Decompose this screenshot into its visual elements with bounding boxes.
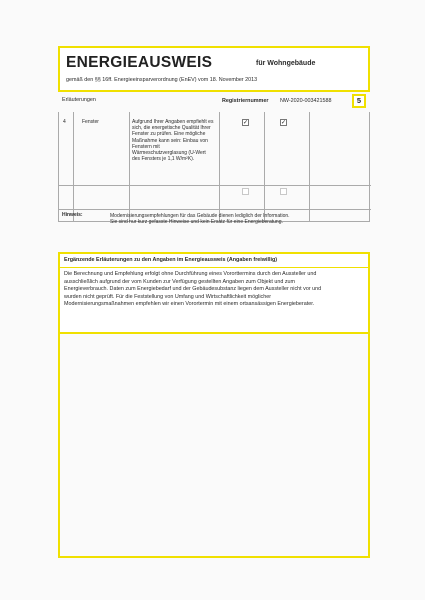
checkbox-checked-2[interactable]: ✓ bbox=[281, 120, 287, 126]
supplement-line-3: Energieverbrauch. Daten zum Energiebedarf und der Gebäudesubstanz liegen dem Aussteller nicht vor und bbox=[64, 286, 322, 293]
row-number: 4 bbox=[63, 119, 66, 125]
document-title: ENERGIEAUSWEIS bbox=[66, 54, 213, 71]
supplement-box bbox=[58, 252, 370, 334]
hinweis-line-2: Sie sind nur kurz gefasste Hinweise und kein Ersatz für eine Energieberatung. bbox=[110, 219, 283, 225]
registration-label: Registriernummer bbox=[222, 98, 269, 104]
regulation-date: 18. November 2013 bbox=[209, 77, 258, 83]
regulation-prefix: gemäß den §§ 16ff. Energieeinsparverordnung (EnEV) vom bbox=[66, 77, 209, 83]
checkbox-empty-2[interactable] bbox=[280, 188, 287, 195]
regulation-text bbox=[66, 77, 257, 84]
component-name: Fenster bbox=[82, 119, 99, 125]
supplement-text bbox=[64, 271, 321, 309]
registration-number: NW-2020-003421588 bbox=[280, 98, 332, 104]
checkbox-empty-1[interactable] bbox=[242, 188, 249, 195]
supplement-line-1: Die Berechnung und Empfehlung erfolgt ohne Durchführung eines Vororttermins durch den Aussteller und bbox=[64, 271, 317, 277]
hinweis-label: Hinweis: bbox=[62, 212, 83, 218]
section-label: Erläuterungen bbox=[62, 97, 96, 103]
hinweis-line-1: Modernisierungsempfehlungen für das Gebäude dienen lediglich der Information. bbox=[110, 213, 290, 219]
supplement-line-2: ausschließlich aufgrund der vom Kunden zur Verfügung gestellten Angaben zum Objekt und zum bbox=[64, 278, 296, 285]
page-number-box bbox=[352, 94, 366, 108]
document-subtitle: für Wohngebäude bbox=[256, 60, 316, 67]
supplement-heading: Ergänzende Erläuterungen zu den Angaben im Energieausweis (Angaben freiwillig) bbox=[64, 257, 278, 263]
empty-content-frame bbox=[58, 334, 370, 558]
supplement-line-4: wurden nicht geprüft. Für die Feststellung von Umfang und Wirtschaftlichkeit möglicher bbox=[64, 293, 272, 300]
supplement-line-5: Modernisierungsmaßnahmen empfehlen wir einen Vorortermin mit einem ortsansässigen Energieberater. bbox=[64, 301, 315, 308]
recommendation-table bbox=[58, 112, 370, 222]
recommendation-description: Aufgrund Ihrer Angaben empfiehlt es sich, die energetische Qualität Ihrer Fenster zu prüfen. Eine mögliche Maßnahme kann sein: Einbau von Fenstern mit Wärmeschutzverglasung (U-Wert des Fensters je 1,1 W/m²K). bbox=[132, 119, 214, 163]
page-number: 5 bbox=[356, 96, 362, 105]
header-box bbox=[58, 46, 370, 92]
checkbox-checked-1[interactable]: ✓ bbox=[243, 120, 249, 126]
